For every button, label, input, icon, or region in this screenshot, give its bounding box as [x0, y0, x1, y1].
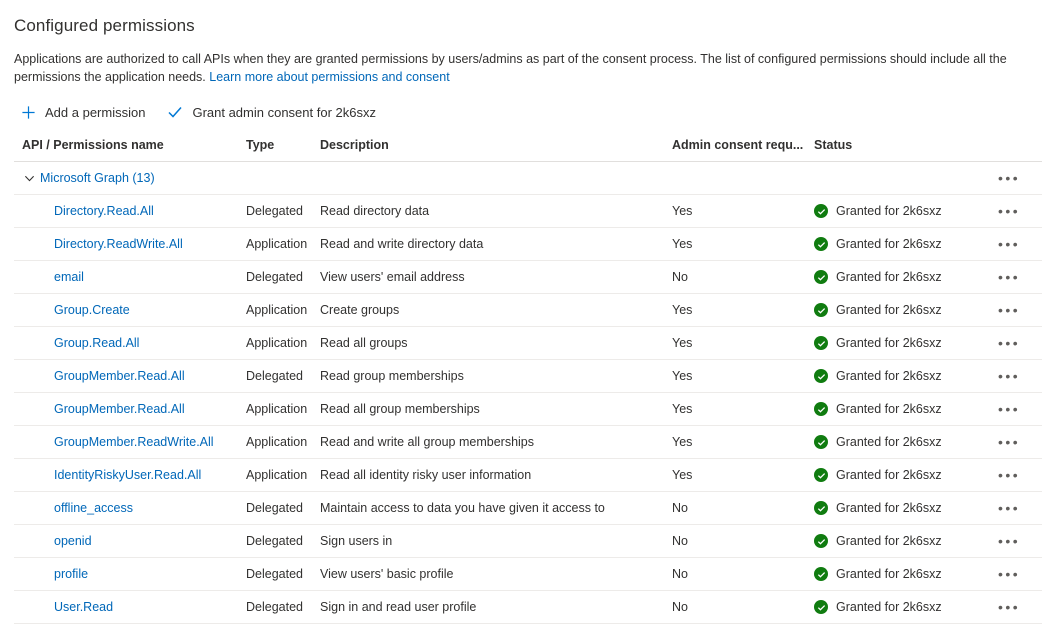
permission-name-cell	[14, 591, 246, 624]
permission-name-link[interactable]: GroupMember.ReadWrite.All	[54, 435, 214, 449]
permission-name-link[interactable]: Group.Create	[54, 303, 130, 317]
permission-menu-cell	[984, 327, 1042, 360]
permission-description: Read group memberships	[320, 360, 672, 393]
permission-description: Read all identity risky user information	[320, 459, 672, 492]
table-row	[14, 261, 1042, 294]
status-badge: Granted for 2k6sxz	[836, 270, 942, 284]
permission-name-cell	[14, 393, 246, 426]
permission-admin-consent: Yes	[672, 228, 814, 261]
more-options-icon[interactable]: •••	[998, 269, 1021, 285]
permission-status-cell	[814, 228, 984, 261]
permission-description: Read directory data	[320, 195, 672, 228]
permission-status-cell	[814, 294, 984, 327]
permission-name-link[interactable]: Directory.Read.All	[54, 204, 154, 218]
status-badge: Granted for 2k6sxz	[836, 600, 942, 614]
permission-type: Delegated	[246, 195, 320, 228]
permission-type: Delegated	[246, 558, 320, 591]
status-badge: Granted for 2k6sxz	[836, 369, 942, 383]
more-options-icon[interactable]: •••	[998, 599, 1021, 615]
more-options-icon[interactable]: •••	[998, 335, 1021, 351]
permission-name-link[interactable]: User.Read	[54, 600, 114, 614]
permission-type: Delegated	[246, 492, 320, 525]
more-options-icon[interactable]: •••	[998, 170, 1021, 186]
granted-check-icon	[814, 435, 828, 449]
status-badge: Granted for 2k6sxz	[836, 534, 942, 548]
permission-type: Delegated	[246, 525, 320, 558]
table-group-row	[14, 162, 1042, 195]
permission-name-cell	[14, 195, 246, 228]
permission-status-cell	[814, 525, 984, 558]
table-header-row	[14, 138, 1042, 162]
permission-status-cell	[814, 327, 984, 360]
permission-menu-cell	[984, 294, 1042, 327]
permission-name-cell	[14, 294, 246, 327]
table-row	[14, 525, 1042, 558]
permission-type: Application	[246, 327, 320, 360]
permission-description: Maintain access to data you have given it access to	[320, 492, 672, 525]
table-row	[14, 195, 1042, 228]
page-title: Configured permissions	[14, 16, 195, 35]
permission-name-link[interactable]: IdentityRiskyUser.Read.All	[54, 468, 202, 482]
granted-check-icon	[814, 567, 828, 581]
permission-description: Read all groups	[320, 327, 672, 360]
add-permission-label: Add a permission	[45, 104, 146, 120]
table-row	[14, 459, 1042, 492]
more-options-icon[interactable]: •••	[998, 500, 1021, 516]
permission-type: Delegated	[246, 591, 320, 624]
permission-menu-cell	[984, 459, 1042, 492]
permission-name-link[interactable]: Directory.ReadWrite.All	[54, 237, 183, 251]
permission-name-link[interactable]: profile	[54, 567, 89, 581]
granted-check-icon	[814, 468, 828, 482]
table-row	[14, 558, 1042, 591]
permission-status-cell	[814, 558, 984, 591]
permission-menu-cell	[984, 195, 1042, 228]
permission-name-cell	[14, 360, 246, 393]
permission-name-link[interactable]: offline_access	[54, 501, 133, 515]
more-options-icon[interactable]: •••	[998, 533, 1021, 549]
table-row	[14, 591, 1042, 624]
permission-status-cell	[814, 261, 984, 294]
status-badge: Granted for 2k6sxz	[836, 336, 942, 350]
grant-admin-consent-button[interactable]	[167, 104, 376, 120]
more-options-icon[interactable]: •••	[998, 434, 1021, 450]
permission-menu-cell	[984, 558, 1042, 591]
table-row	[14, 228, 1042, 261]
granted-check-icon	[814, 303, 828, 317]
permission-admin-consent: No	[672, 492, 814, 525]
column-header-menu	[984, 138, 1042, 162]
permission-admin-consent: Yes	[672, 459, 814, 492]
permissions-table	[14, 138, 1042, 624]
permission-description: Sign users in	[320, 525, 672, 558]
status-badge: Granted for 2k6sxz	[836, 468, 942, 482]
table-row	[14, 294, 1042, 327]
granted-check-icon	[814, 336, 828, 350]
permission-name-link[interactable]: Group.Read.All	[54, 336, 140, 350]
permission-admin-consent: Yes	[672, 327, 814, 360]
permission-menu-cell	[984, 261, 1042, 294]
more-options-icon[interactable]: •••	[998, 236, 1021, 252]
granted-check-icon	[814, 534, 828, 548]
permission-admin-consent: No	[672, 525, 814, 558]
permission-menu-cell	[984, 360, 1042, 393]
permission-admin-consent: No	[672, 591, 814, 624]
permission-name-cell	[14, 261, 246, 294]
permission-type: Application	[246, 393, 320, 426]
column-header-name: API / Permissions name	[14, 138, 246, 162]
permission-menu-cell	[984, 426, 1042, 459]
granted-check-icon	[814, 270, 828, 284]
more-options-icon[interactable]: •••	[998, 203, 1021, 219]
grant-admin-consent-label: Grant admin consent for 2k6sxz	[192, 104, 376, 120]
permission-admin-consent: Yes	[672, 195, 814, 228]
permission-name-cell	[14, 558, 246, 591]
permission-description: Read and write directory data	[320, 228, 672, 261]
table-row	[14, 426, 1042, 459]
granted-check-icon	[814, 501, 828, 515]
permission-status-cell	[814, 591, 984, 624]
table-row	[14, 393, 1042, 426]
permission-description: Sign in and read user profile	[320, 591, 672, 624]
permission-name-cell	[14, 525, 246, 558]
add-permission-button[interactable]	[20, 104, 145, 120]
status-badge: Granted for 2k6sxz	[836, 237, 942, 251]
column-header-admin-consent: Admin consent requ...	[672, 138, 814, 162]
table-row	[14, 492, 1042, 525]
table-row	[14, 327, 1042, 360]
group-link-microsoft-graph[interactable]: Microsoft Graph (13)	[40, 171, 155, 185]
permission-admin-consent: Yes	[672, 393, 814, 426]
permission-name-link[interactable]: openid	[54, 534, 92, 548]
learn-more-link[interactable]: Learn more about permissions and consent	[209, 70, 450, 84]
permission-admin-consent: No	[672, 558, 814, 591]
permission-type: Application	[246, 228, 320, 261]
permission-type: Application	[246, 459, 320, 492]
permission-status-cell	[814, 492, 984, 525]
permission-admin-consent: Yes	[672, 360, 814, 393]
permission-name-link[interactable]: GroupMember.Read.All	[54, 402, 185, 416]
granted-check-icon	[814, 237, 828, 251]
permission-name-cell	[14, 492, 246, 525]
permission-description: View users' email address	[320, 261, 672, 294]
permission-menu-cell	[984, 228, 1042, 261]
granted-check-icon	[814, 204, 828, 218]
status-badge: Granted for 2k6sxz	[836, 204, 942, 218]
permissions-table-body	[14, 162, 1042, 624]
group-row-cell	[14, 162, 984, 195]
permission-menu-cell	[984, 492, 1042, 525]
permission-status-cell	[814, 195, 984, 228]
permission-menu-cell	[984, 393, 1042, 426]
permission-status-cell	[814, 459, 984, 492]
permission-type: Application	[246, 294, 320, 327]
permission-admin-consent: No	[672, 261, 814, 294]
permission-menu-cell	[984, 591, 1042, 624]
command-bar	[14, 104, 1037, 120]
permission-name-link[interactable]: email	[54, 270, 84, 284]
permission-status-cell	[814, 393, 984, 426]
permission-admin-consent: Yes	[672, 426, 814, 459]
checkmark-icon	[167, 104, 183, 120]
permission-name-cell	[14, 327, 246, 360]
permission-name-cell	[14, 228, 246, 261]
permission-name-cell	[14, 459, 246, 492]
table-row	[14, 360, 1042, 393]
more-options-icon[interactable]: •••	[998, 467, 1021, 483]
status-badge: Granted for 2k6sxz	[836, 402, 942, 416]
permission-status-cell	[814, 426, 984, 459]
plus-icon	[20, 104, 36, 120]
status-badge: Granted for 2k6sxz	[836, 567, 942, 581]
granted-check-icon	[814, 402, 828, 416]
granted-check-icon	[814, 369, 828, 383]
permission-admin-consent: Yes	[672, 294, 814, 327]
permission-description: Create groups	[320, 294, 672, 327]
group-row-menu	[984, 162, 1042, 195]
column-header-status: Status	[814, 138, 984, 162]
chevron-down-icon[interactable]	[22, 171, 36, 185]
permission-description: Read all group memberships	[320, 393, 672, 426]
status-badge: Granted for 2k6sxz	[836, 435, 942, 449]
permission-type: Application	[246, 426, 320, 459]
description-text: Applications are authorized to call APIs when they are granted permissions by users/admins as part of the consent process. The list of configured permissions should include all the permissions the application needs.	[14, 52, 1007, 84]
permission-description: View users' basic profile	[320, 558, 672, 591]
more-options-icon[interactable]: •••	[998, 302, 1021, 318]
granted-check-icon	[814, 600, 828, 614]
permission-status-cell	[814, 360, 984, 393]
permission-description: Read and write all group memberships	[320, 426, 672, 459]
permission-name-link[interactable]: GroupMember.Read.All	[54, 369, 185, 383]
permission-type: Delegated	[246, 360, 320, 393]
status-badge: Granted for 2k6sxz	[836, 501, 942, 515]
permission-type: Delegated	[246, 261, 320, 294]
page-description	[14, 50, 1014, 86]
more-options-icon[interactable]: •••	[998, 566, 1021, 582]
column-header-description: Description	[320, 138, 672, 162]
status-badge: Granted for 2k6sxz	[836, 303, 942, 317]
more-options-icon[interactable]: •••	[998, 401, 1021, 417]
permission-menu-cell	[984, 525, 1042, 558]
more-options-icon[interactable]: •••	[998, 368, 1021, 384]
permission-name-cell	[14, 426, 246, 459]
column-header-type: Type	[246, 138, 320, 162]
